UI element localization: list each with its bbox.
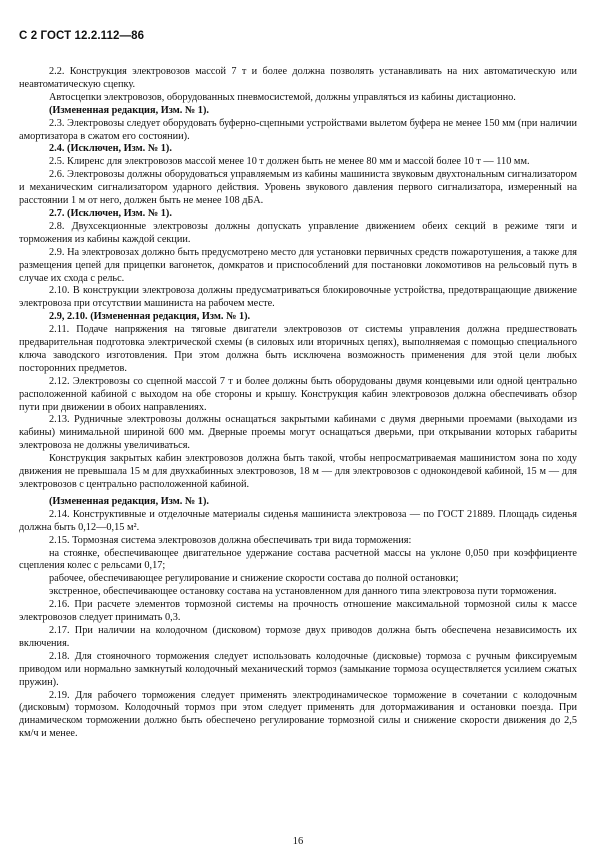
amendment-note: 2.4. (Исключен, Изм. № 1). [49,143,172,155]
paragraph: 2.13. Рудничные электровозы должны оснащаться закрытыми кабинами с двумя дверными проемами (выходами из кабины) минимальной шириной 600 мм. Дверные проемы могут оснащаться дверьми, при открывании которых габариты электровоза не должны увеличиваться. [19,414,577,452]
paragraph: Автосцепки электровозов, оборудованных пневмосистемой, должны управляться из кабины дистационно. [49,91,516,103]
paragraph: экстренное, обеспечивающее остановку состава на установленном для данного типа электровоза пути торможения. [49,586,557,598]
paragraph: 2.12. Электровозы со сцепной массой 7 т и более должны быть оборудованы двумя концевыми или одной центрально расположенной кабиной с выходом на обе стороны и крышу. Конструкция кабин электровозов должна обеспечивать обзор пути при движении в обоих направлениях. [19,375,577,413]
amendment-note: 2.7. (Исключен, Изм. № 1). [49,207,172,219]
paragraph: на стоянке, обеспечивающее двигательное удержание состава расчетной массы на уклоне 0,050 при коэффициенте сцепления колес с рельсами 0,17; [19,547,577,572]
paragraph: 2.19. Для рабочего торможения следует применять электродинамическое торможение в сочетании с колодочным (дисковым) тормозом. Колодочный тормоз при этом следует применять для дотормаживания и остановки поезда. При динамическом торможении должно быть обеспечено регулирование тормозной силы и снижение скорости движения до 2,5 км/ч и менее. [19,689,577,740]
paragraph: 2.11. Подаче напряжения на тяговые двигатели электровозов от системы управления должна предшествовать предварительная подготовка электрической схемы (в силовых или вторичных цепях), выполняемая с помощью специального ключа заводского изготовления. При этом должна быть исключена возможность применения для этой цели любых посторонних предметов. [19,324,577,374]
paragraph: рабочее, обеспечивающее регулирование и снижение скорости состава до полной остановки; [49,573,459,585]
paragraph: 2.2. Конструкция электровозов массой 7 т и более должна позволять устанавливать на них автоматическую или неавтоматическую сцепку. [19,66,577,90]
paragraph: 2.17. При наличии на колодочном (дисковом) тормозе двух приводов должна быть обеспечена независимость их включения. [19,624,577,649]
page-number: 16 [292,836,304,847]
paragraph: 2.14. Конструктивные и отделочные материалы сиденья машиниста электровоза — по ГОСТ 21889. Площадь сиденья должна быть 0,12—0,15 м². [19,508,577,533]
page-header: С 2 ГОСТ 12.2.112—86 [19,30,145,42]
paragraph: 2.9. На электровозах должно быть предусмотрено место для установки первичных средств пожаротушения, а также для размещения цепей для прицепки вагонеток, домкратов и приспособлений для постановки локомотивов на рельсовый путь в случае их схода с рельс. [19,246,577,284]
paragraph: 2.6. Электровозы должны оборудоваться управляемым из кабины машиниста звуковым двухтональным сигнализатором и механическим сигнализатором ударного действия. Уровень звукового давления первого сигнализатора, измеренный на расстоянии 1 м от него, должен быть не менее 108 дБА. [19,169,577,207]
paragraph: Конструкция закрытых кабин электровозов должна быть такой, чтобы непросматриваемая машинистом зона по ходу движения не превышала 15 м для двухкабинных электровозов, 18 м — для электровозов с однокондевой кабиной, 15 м — для электровозов с центрально расположенной кабиной. [19,453,577,490]
paragraph: 2.10. В конструкции электровоза должны предусматриваться блокировочные устройства, предотвращающие движение электровоза при отсутствии машиниста на рабочем месте. [19,285,577,310]
paragraph: 2.15. Тормозная система электровозов должна обеспечивать три вида торможения: [49,534,412,546]
paragraph: 2.16. При расчете элементов тормозной системы на прочность отношение максимальной тормозной силы к массе электровозов следует принимать 0,3. [19,599,577,624]
paragraph: 2.5. Клиренс для электровозов массой менее 10 т должен быть не менее 80 мм и массой более 10 т — 110 мм. [49,156,530,168]
paragraph: 2.3. Электровозы следует оборудовать буферно-сцепными устройствами вылетом буфера не менее 150 мм (при наличии амортизатора в сжатом его состоянии). [19,117,577,142]
amendment-note: (Измененная редакция, Изм. № 1). [49,495,209,507]
amendment-note: 2.9, 2.10. (Измененная редакция, Изм. № 1). [49,311,251,323]
paragraph: 2.8. Двухсекционные электровозы должны допускать управление движением обеих секций в режиме тяги и торможения из кабины каждой секции. [19,220,577,245]
paragraph: 2.18. Для стояночного торможения следует использовать колодочные (дисковые) тормоза с ручным фиксируемым приводом или нормально замкнутый колодочный механический тормоз (замыкание тормоза осуществляется усилием сжатых пружин). [19,650,577,688]
amendment-note: (Измененная редакция, Изм. № 1). [49,104,209,116]
document-body [19,66,577,741]
